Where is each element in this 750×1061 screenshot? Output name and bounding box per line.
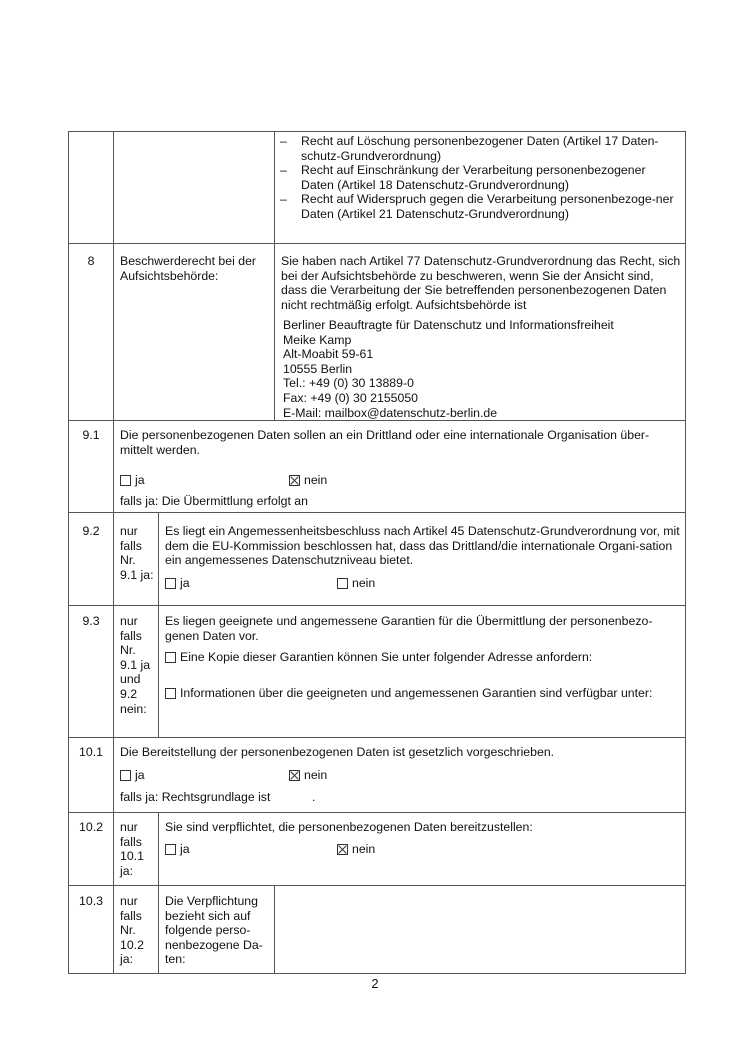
dash-bullet-icon: – xyxy=(280,163,287,178)
checkbox-ja[interactable] xyxy=(120,475,131,486)
row-divider xyxy=(68,243,686,244)
checkbox-ja[interactable] xyxy=(165,578,176,589)
rights-list xyxy=(276,134,676,222)
checkbox-nein[interactable] xyxy=(337,578,348,589)
address-line: Fax: +49 (0) 30 2155050 xyxy=(283,390,419,405)
dash-bullet-icon: – xyxy=(280,192,287,207)
checkbox-nein-checked[interactable] xyxy=(337,844,348,855)
third-country-transfer-text: Die personenbezogenen Daten sollen an ein Drittland oder eine internationale Organisation über-mittelt werden. xyxy=(120,428,650,457)
row-condition: nur falls Nr. 10.2 ja: xyxy=(120,894,144,967)
row-condition: nur falls 10.1 ja: xyxy=(120,820,144,878)
option-nein[interactable] xyxy=(337,576,375,591)
checkbox-nein-checked[interactable] xyxy=(289,770,300,781)
rights-list-item xyxy=(276,163,676,192)
table-border-right xyxy=(685,131,686,974)
option-ja[interactable] xyxy=(120,473,145,488)
address-line: E-Mail: mailbox@datenschutz-berlin.de xyxy=(283,405,498,420)
row-number: 9.2 xyxy=(82,524,100,538)
column-divider xyxy=(158,812,159,973)
table-border-bottom xyxy=(68,973,686,974)
row-number: 10.3 xyxy=(79,894,103,908)
obligation-text: Sie sind verpflichtet, die personenbezogenen Daten bereitzustellen: xyxy=(165,820,533,834)
obligation-data-label: Die Verpflichtung bezieht sich auf folgende perso-nenbezogene Da-ten: xyxy=(165,894,263,967)
transfer-recipient-text: falls ja: Die Übermittlung erfolgt an xyxy=(120,494,308,508)
rights-list-item xyxy=(276,134,676,163)
option-label: Eine Kopie dieser Garantien können Sie unter folgender Adresse anfordern: xyxy=(180,650,593,664)
option-copy-request[interactable] xyxy=(165,650,592,665)
column-divider xyxy=(274,885,275,973)
option-label: nein xyxy=(304,768,328,782)
option-label: nein xyxy=(304,473,328,487)
row-condition: nur falls Nr. 9.1 ja und 9.2 nein: xyxy=(120,614,151,716)
option-nein[interactable] xyxy=(289,768,327,783)
column-divider xyxy=(274,131,275,420)
right-erasure-text: Recht auf Löschung personenbezogener Daten (Artikel 17 Daten-schutz-Grundverordnung) xyxy=(301,134,659,163)
row-number: 9.3 xyxy=(82,614,100,628)
option-ja[interactable] xyxy=(120,768,145,783)
address-line: Meike Kamp xyxy=(283,332,352,347)
address-line: Tel.: +49 (0) 30 13889-0 xyxy=(283,376,414,391)
column-divider xyxy=(158,512,159,737)
rights-list-item xyxy=(276,192,676,221)
complaint-right-text: Sie haben nach Artikel 77 Datenschutz-Grundverordnung das Recht, sich bei der Aufsichtsbehörde zu beschweren, wenn Sie der Ansicht sind, dass die Verarbeitung der Sie betreffenden personenbezogenen Daten nicht rechtmäßig erfolgt. Aufsichtsbehörde ist xyxy=(281,254,681,312)
option-nein[interactable] xyxy=(289,473,327,488)
option-label: nein xyxy=(352,842,376,856)
row-condition: nur falls Nr. 9.1 ja: xyxy=(120,524,154,582)
checkbox-safeguards-info[interactable] xyxy=(165,688,176,699)
legal-basis-text: falls ja: Rechtsgrundlage ist xyxy=(120,790,271,804)
address-line: Alt-Moabit 59-61 xyxy=(283,347,374,362)
row-divider xyxy=(68,512,686,513)
option-safeguards-info[interactable] xyxy=(165,686,662,701)
right-objection-text: Recht auf Widerspruch gegen die Verarbeitung personenbezoge-ner Daten (Artikel 21 Datenschutz-Grundverordnung) xyxy=(301,192,674,221)
address-line: 10555 Berlin xyxy=(283,361,353,376)
checkbox-nein-checked[interactable] xyxy=(289,475,300,486)
option-label: Informationen über die geeigneten und angemessenen Garantien sind verfügbar unter: xyxy=(180,686,653,700)
legal-basis-end: . xyxy=(312,790,316,804)
safeguards-text: Es liegen geeignete und angemessene Garantien für die Übermittlung der personenbezo-genen Daten vor. xyxy=(165,614,653,643)
checkbox-ja[interactable] xyxy=(165,844,176,855)
adequacy-decision-text: Es liegt ein Angemessenheitsbeschluss nach Artikel 45 Datenschutz-Grundverordnung vor, mit dem die EU-Kommission beschlossen hat, dass das Drittland/die internationale Organi-sation ein angemessenes Datenschutzniveau bietet. xyxy=(165,524,680,568)
address-line: Berliner Beauftragte für Datenschutz und Informationsfreiheit xyxy=(283,318,614,332)
page-number: 2 xyxy=(371,976,379,991)
row-divider xyxy=(68,885,686,886)
checkbox-copy-request[interactable] xyxy=(165,652,176,663)
complaint-right-label: Beschwerderecht bei der Aufsichtsbehörde: xyxy=(120,254,257,283)
row-number: 10.1 xyxy=(79,745,103,759)
option-label: ja xyxy=(180,576,190,590)
checkbox-ja[interactable] xyxy=(120,770,131,781)
row-number: 9.1 xyxy=(82,428,100,442)
option-label: ja xyxy=(135,768,145,782)
right-restriction-text: Recht auf Einschränkung der Verarbeitung personenbezogener Daten (Artikel 18 Datenschutz-Grundverordnung) xyxy=(301,163,646,192)
row-divider xyxy=(68,737,686,738)
table-border-top xyxy=(68,131,686,132)
option-label: nein xyxy=(352,576,376,590)
row-divider xyxy=(68,605,686,606)
legal-requirement-text: Die Bereitstellung der personenbezogenen Daten ist gesetzlich vorgeschrieben. xyxy=(120,745,555,759)
row-number: 10.2 xyxy=(79,820,103,834)
option-ja[interactable] xyxy=(165,576,190,591)
obligation-data-value[interactable] xyxy=(281,894,681,969)
option-label: ja xyxy=(180,842,190,856)
row-number: 8 xyxy=(87,254,95,268)
row-divider xyxy=(68,812,686,813)
dash-bullet-icon: – xyxy=(280,134,287,148)
option-nein[interactable] xyxy=(337,842,375,857)
option-label: ja xyxy=(135,473,145,487)
option-ja[interactable] xyxy=(165,842,190,857)
supervisory-authority-address xyxy=(283,318,683,420)
